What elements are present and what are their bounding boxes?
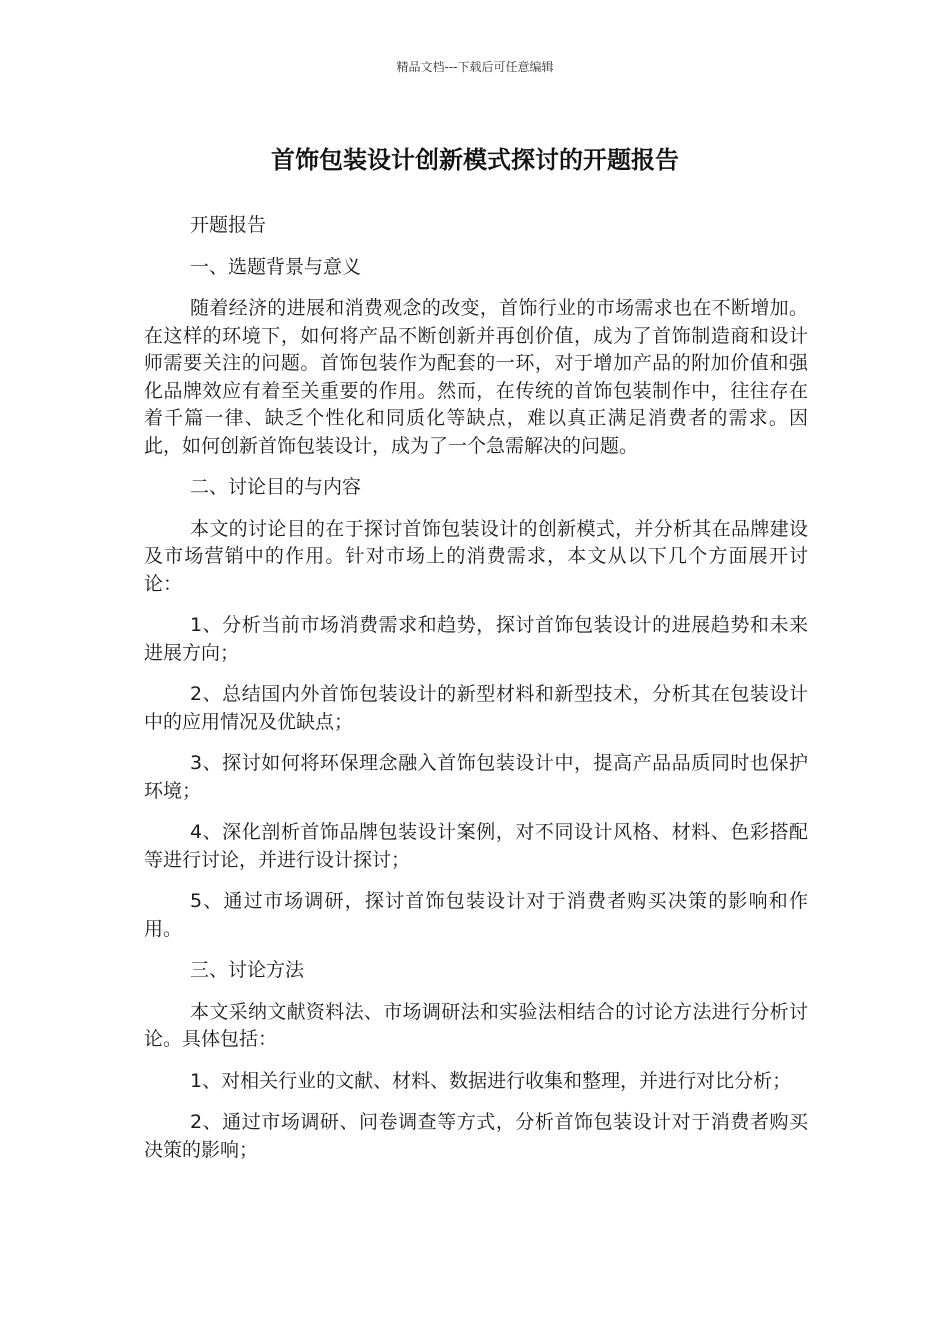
section-heading-background: 一、选题背景与意义: [190, 255, 362, 278]
list-item-purpose-4: 4、深化剖析首饰品牌包装设计案例，对不同设计风格、材料、色彩搭配等进行讨论，并进行设计探讨；: [144, 821, 808, 871]
paragraph-purpose: 本文的讨论目的在于探讨首饰包装设计的创新模式，并分析其在品牌建设及市场营销中的作用。针对市场上的消费需求，本文从以下几个方面展开讨论：: [144, 517, 808, 595]
document-title: 首饰包装设计创新模式探讨的开题报告: [271, 146, 679, 174]
list-item-method-2: 2、通过市场调研、问卷调查等方式，分析首饰包装设计对于消费者购买决策的影响；: [144, 1111, 808, 1161]
page-header-note: 精品文档---下载后可任意编辑: [396, 60, 554, 74]
section-heading-method: 三、讨论方法: [190, 959, 305, 981]
document-body: [144, 212, 808, 1178]
list-item-purpose-5: 5、通过市场调研，探讨首饰包装设计对于消费者购买决策的影响和作用。: [144, 890, 808, 940]
paragraph-background: 随着经济的进展和消费观念的改变，首饰行业的市场需求也在不断增加。在这样的环境下，如何将产品不断创新并再创价值，成为了首饰制造商和设计师需要关注的问题。首饰包装作为配套的一环，对于增加产品的附加价值和强化品牌效应有着至关重要的作用。然而，在传统的首饰包装制作中，往往存在着千篇一律、缺乏个性化和同质化等缺点，难以真正满足消费者的需求。因此，如何创新首饰包装设计，成为了一个急需解决的问题。: [144, 297, 808, 457]
paragraph-method: 本文采纳文献资料法、市场调研法和实验法相结合的讨论方法进行分析讨论。具体包括：: [144, 1000, 808, 1050]
list-item-purpose-3: 3、探讨如何将环保理念融入首饰包装设计中，提高产品品质同时也保护环境；: [144, 752, 808, 802]
section-heading-purpose: 二、讨论目的与内容: [190, 476, 362, 498]
list-item-purpose-1: 1、分析当前市场消费需求和趋势，探讨首饰包装设计的进展趋势和未来进展方向；: [144, 614, 808, 664]
section-label-report: 开题报告: [190, 214, 267, 236]
list-item-purpose-2: 2、总结国内外首饰包装设计的新型材料和新型技术，分析其在包装设计中的应用情况及优缺点；: [144, 683, 808, 733]
list-item-method-1: 1、对相关行业的文献、材料、数据进行收集和整理，并进行对比分析；: [190, 1069, 792, 1092]
